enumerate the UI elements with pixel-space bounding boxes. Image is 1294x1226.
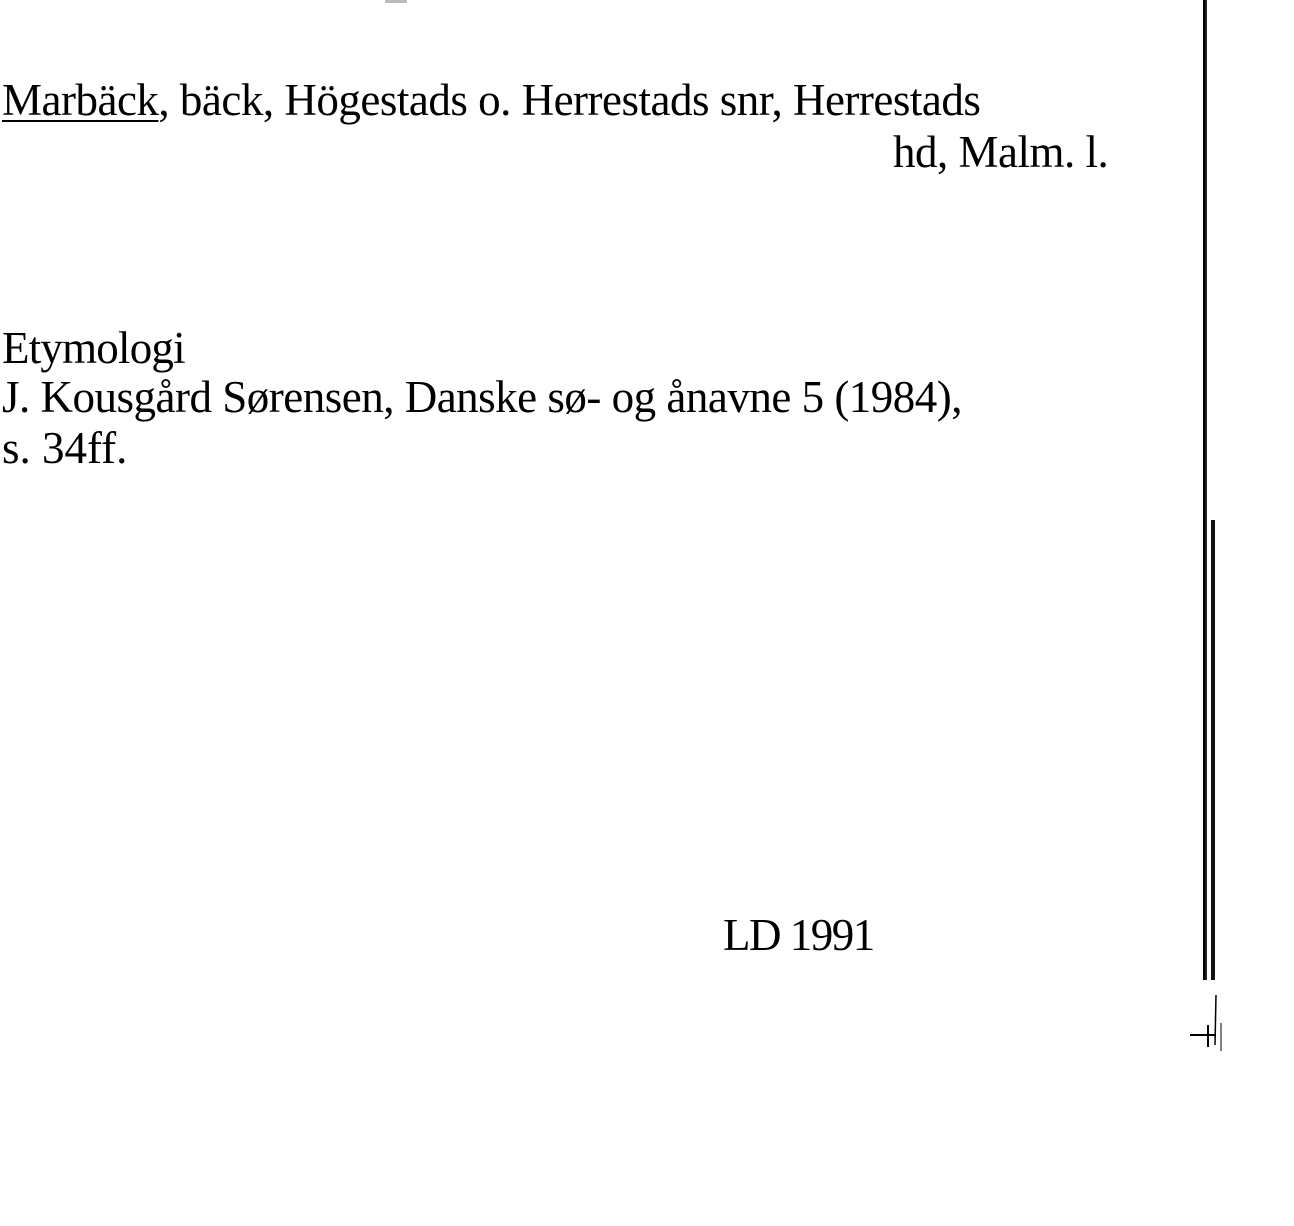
entry-heading	[2, 74, 980, 126]
card-edge-line-lower	[1211, 520, 1215, 980]
corner-mark-icon	[1186, 995, 1226, 1055]
heading-description: , bäck, Högestads o. Herrestads snr, Herrestads	[158, 75, 981, 125]
section-label: Etymologi	[2, 323, 185, 373]
reference-line-2: s. 34ff.	[2, 423, 128, 473]
reference-line-1: J. Kousgård Sørensen, Danske sø- og ånavne 5 (1984),	[2, 372, 963, 422]
card-edge-line	[1203, 0, 1209, 980]
signature: LD 1991	[723, 910, 874, 960]
heading-continuation: hd, Malm. l.	[893, 127, 1109, 177]
scan-speck	[385, 0, 407, 3]
headword: Marbäck	[2, 75, 159, 125]
